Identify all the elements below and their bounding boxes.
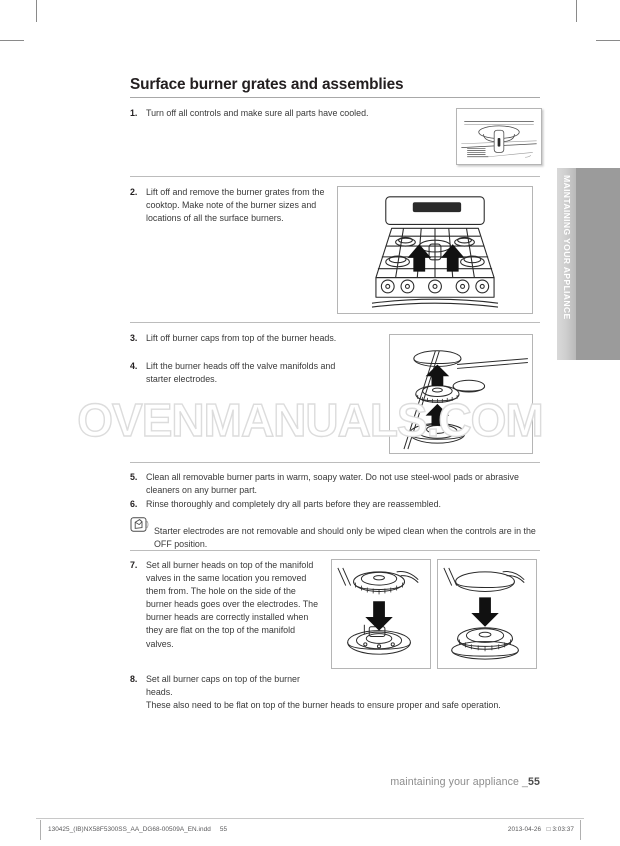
watermark-text: OVENMANUALS.COM	[77, 398, 543, 446]
figure-burner-head-install	[331, 559, 431, 669]
figure-burner-cap-install	[437, 559, 537, 669]
note-pencil-icon	[130, 517, 149, 532]
divider-after-note	[130, 550, 540, 551]
step-8-continued	[146, 699, 538, 712]
note-text: Starter electrodes are not removable and should only be wiped clean when the controls are in the OFF position.	[154, 525, 536, 549]
divider-after-step-2	[130, 322, 540, 323]
step-7	[130, 559, 322, 651]
figure-burner-exploded	[389, 334, 533, 454]
imprint-filename: 130425_(IB)NX58F5300SS_AA_DG68-00509A_EN.indd	[48, 826, 211, 833]
running-footer	[390, 776, 540, 788]
imprint-meridiem: □	[546, 826, 551, 833]
footer-tick-left	[40, 820, 41, 840]
step-7-number: 7.	[130, 560, 138, 570]
step-6-number: 6.	[130, 499, 138, 509]
footer-divider	[36, 818, 584, 819]
imprint-filename-block	[48, 826, 227, 833]
step-3-number: 3.	[130, 333, 138, 343]
step-1	[130, 107, 460, 120]
step-8-number: 8.	[130, 674, 138, 684]
running-footer-label: maintaining your appliance _	[390, 776, 529, 788]
divider-after-step-4	[130, 462, 540, 463]
step-3	[130, 332, 345, 345]
step-7-text: Set all burner heads on top of the manifold valves in the same location you removed them from. The hole on the side of the burner heads goes over the electrodes. The burner heads are correctly installed when they are flat on the top of the manifold valves.	[146, 560, 319, 649]
divider-after-step-1	[130, 176, 540, 177]
step-2-text: Lift off and remove the burner grates from the cooktop. Make note of the burner sizes and locations of all the surface burners.	[146, 187, 325, 224]
step-6-text: Rinse thoroughly and completely dry all parts before they are reassembled.	[146, 499, 442, 509]
imprint-page-number: 55	[219, 826, 228, 833]
title-divider	[130, 97, 540, 98]
imprint-timestamp-block	[508, 826, 574, 833]
step-1-text: Turn off all controls and make sure all parts have cooled.	[146, 108, 369, 118]
figure-cooktop-remove-grates	[337, 186, 533, 314]
imprint-time: 3:03:37	[552, 826, 574, 833]
figure-control-knob-off	[456, 108, 542, 165]
footer-tick-right	[580, 820, 581, 840]
step-5-text: Clean all removable burner parts in warm, soapy water. Do not use steel-wool pads or abrasive cleaners on any burner part.	[146, 472, 519, 496]
note-block	[130, 516, 538, 560]
step-8-text-line1: Set all burner caps on top of the burner heads.	[146, 674, 300, 698]
imprint-date: 2013-04-26	[507, 826, 542, 833]
section-tab-maintaining-your-appliance	[557, 168, 620, 360]
step-8	[130, 673, 322, 699]
step-1-number: 1.	[130, 108, 138, 118]
step-8-text-line2: These also need to be flat on top of the burner heads to ensure proper and safe operation.	[146, 700, 501, 710]
step-5-number: 5.	[130, 472, 138, 482]
step-3-text: Lift off burner caps from top of the burner heads.	[146, 333, 337, 343]
section-tab-strip	[557, 168, 576, 360]
step-5	[130, 471, 538, 497]
step-4	[130, 360, 345, 386]
step-4-text: Lift the burner heads off the valve manifolds and starter electrodes.	[146, 361, 336, 385]
step-2	[130, 186, 330, 225]
section-tab-label: MAINTAINING YOUR APPLIANCE	[562, 175, 572, 320]
page-title: Surface burner grates and assemblies	[130, 76, 404, 93]
step-6	[130, 498, 538, 511]
step-4-number: 4.	[130, 361, 138, 371]
step-2-number: 2.	[130, 187, 138, 197]
page-number: 55	[528, 776, 540, 788]
